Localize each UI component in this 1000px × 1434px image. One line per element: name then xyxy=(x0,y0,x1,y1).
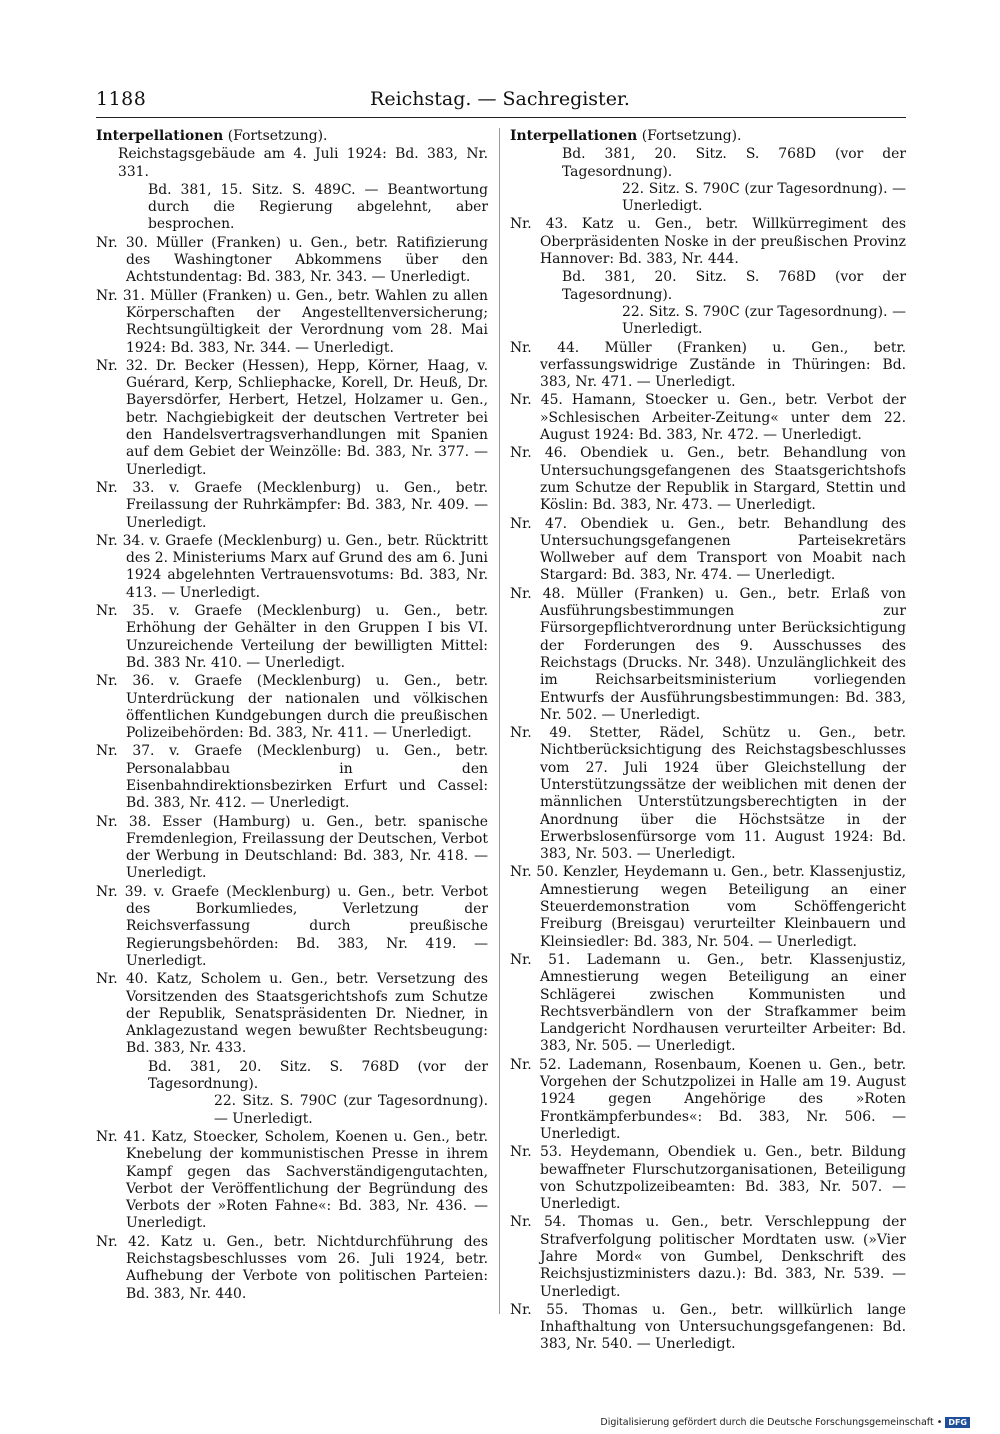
list-item: Nr. 52. Lademann, Rosenbaum, Koenen u. Gen., betr. Vorgehen der Schutzpolizei in Halle am 19. August 1924 gegen Angehörige des »Roten Frontkämpferbundes«: Bd. 383, Nr. 506. — Unerledigt. xyxy=(510,1056,906,1142)
list-item: Nr. 38. Esser (Hamburg) u. Gen., betr. spanische Fremdenlegion, Freilassung der Deutschen, Verbot der Werbung in Deutschland: Bd. 383, Nr. 418. — Unerledigt. xyxy=(96,813,488,882)
section-heading-title: Interpellationen xyxy=(510,128,638,144)
section-heading xyxy=(510,128,906,145)
list-item: Nr. 45. Hamann, Stoecker u. Gen., betr. Verbot der »Schlesischen Arbeiter-Zeitung« unter dem 22. August 1924: Bd. 383, Nr. 472. — Unerledigt. xyxy=(510,392,906,444)
list-item: Nr. 47. Obendiek u. Gen., betr. Behandlung des Untersuchungsgefangenen Parteisekretärs Wollweber auf dem Transport von Moabit nach Stargard: Bd. 383, Nr. 474. — Unerledigt. xyxy=(510,515,906,584)
list-item: Nr. 37. v. Graefe (Mecklenburg) u. Gen., betr. Personalabbau in den Eisenbahndirektionsbezirken Erfurt und Cassel: Bd. 383, Nr. 412. — Unerledigt. xyxy=(96,743,488,812)
list-item: Nr. 39. v. Graefe (Mecklenburg) u. Gen., betr. Verbot des Borkumliedes, Verletzung der Reichsverfassung durch preußische Regierungsbehörden: Bd. 383, Nr. 419. — Unerledigt. xyxy=(96,883,488,969)
list-item: Nr. 50. Kenzler, Heydemann u. Gen., betr. Klassenjustiz, Amnestierung wegen Beteiligung an einer Steuerdemonstration vom Schöffengericht Freiburg (Breisgau) verurteilter Kleinbauern und Kleinsiedler: Bd. 383, Nr. 504. — Unerledigt. xyxy=(510,864,906,950)
session-reference: 22. Sitz. S. 790C (zur Tagesordnung). — Unerledigt. xyxy=(622,180,906,215)
section-heading-suffix: (Fortsetzung). xyxy=(637,128,742,144)
session-reference: Bd. 381, 20. Sitz. S. 768D (vor der Tagesordnung). xyxy=(148,1058,488,1093)
section-heading xyxy=(96,128,488,145)
footer-text: Digitalisierung gefördert durch die Deutsche Forschungsgemeinschaft xyxy=(600,1417,934,1428)
list-item: Nr. 42. Katz u. Gen., betr. Nichtdurchführung des Reichstagsbeschlusses vom 26. Juli 1924, betr. Aufhebung der Verbote von politischen Parteien: Bd. 383, Nr. 440. xyxy=(96,1233,488,1302)
running-title: Reichstag. — Sachregister. xyxy=(370,88,630,110)
session-reference: 22. Sitz. S. 790C (zur Tagesordnung). — Unerledigt. xyxy=(622,303,906,338)
list-item: Nr. 30. Müller (Franken) u. Gen., betr. Ratifizierung des Washingtoner Abkommens über den Achtstundentag: Bd. 383, Nr. 343. — Unerledigt. xyxy=(96,234,488,286)
list-item: Nr. 41. Katz, Stoecker, Scholem, Koenen u. Gen., betr. Knebelung der kommunistischen Presse in ihrem Kampf gegen das Sachverständigengutachten, Verbot der Veröffentlichung der Begründung des Verbots der »Roten Fahne«: Bd. 383, Nr. 436. — Unerledigt. xyxy=(96,1128,488,1232)
list-item: Nr. 51. Lademann u. Gen., betr. Klassenjustiz, Amnestierung wegen Beteiligung an einer Schlägerei zwischen Kommunisten und Rechtsverbändlern von der Strafkammer beim Landgericht Nordhausen verurteilter Arbeiter: Bd. 383, Nr. 505. — Unerledigt. xyxy=(510,951,906,1055)
continued-entry: Reichstagsgebäude am 4. Juli 1924: Bd. 383, Nr. 331. xyxy=(118,146,488,180)
list-item: Nr. 54. Thomas u. Gen., betr. Verschleppung der Strafverfolgung politischer Mordtaten usw. (»Vier Jahre Mord« von Gumbel, Denkschrift des Reichsjustizministers dazu.): Bd. 383, Nr. 539. — Unerledigt. xyxy=(510,1214,906,1300)
section-heading-suffix: (Fortsetzung). xyxy=(223,128,328,144)
list-item: Nr. 33. v. Graefe (Mecklenburg) u. Gen., betr. Freilassung der Ruhrkämpfer: Bd. 383, Nr. 409. — Unerledigt. xyxy=(96,479,488,531)
session-reference: Bd. 381, 20. Sitz. S. 768D (vor der Tagesordnung). xyxy=(562,146,906,180)
page-number: 1188 xyxy=(96,88,147,110)
list-item: Nr. 49. Stetter, Rädel, Schütz u. Gen., betr. Nichtberücksichtigung des Reichstagsbeschlusses vom 27. Juli 1924 über Gleichstellung der Unterstützungssätze der weiblichen mit denen der männlichen Unterstützungsberechtigten in der Anordnung über die Höchstsätze in der Erwerbslosenfürsorge vom 11. August 1924: Bd. 383, Nr. 503. — Unerledigt. xyxy=(510,725,906,863)
entry-list xyxy=(510,340,906,1354)
list-item: Nr. 32. Dr. Becker (Hessen), Hepp, Körner, Haag, v. Guérard, Kerp, Schliephacke, Korell, Dr. Heuß, Dr. Bayersdörfer, Herbert, Hetzel, Holzamer u. Gen., betr. Nachgiebigkeit der deutschen Vertreter bei den Handelsvertragsverhandlungen mit Spanien auf dem Gebiet der Weinzölle: Bd. 383, Nr. 377. — Unerledigt. xyxy=(96,357,488,478)
list-item: Nr. 34. v. Graefe (Mecklenburg) u. Gen., betr. Rücktritt des 2. Ministeriums Marx auf Grund des am 6. Juni 1924 abgelehnten Vertrauensvotums: Bd. 383, Nr. 413. — Unerledigt. xyxy=(96,532,488,601)
section-heading-title: Interpellationen xyxy=(96,128,224,144)
funding-footer xyxy=(600,1417,970,1428)
list-item: Nr. 53. Heydemann, Obendiek u. Gen., betr. Bildung bewaffneter Flurschutzorganisationen, Beteiligung von Schutzpolizeibeamten: Bd. 383, Nr. 507. — Unerledigt. xyxy=(510,1144,906,1213)
right-column xyxy=(510,128,906,1355)
left-column xyxy=(96,128,488,1304)
list-item: Nr. 35. v. Graefe (Mecklenburg) u. Gen., betr. Erhöhung der Gehälter in den Gruppen I bis VI. Unzureichende Verteilung der bewilligten Mittel: Bd. 383 Nr. 410. — Unerledigt. xyxy=(96,603,488,671)
list-item: Nr. 31. Müller (Franken) u. Gen., betr. Wahlen zu allen Körperschaften der Angestelltenversicherung; Rechtsungültigkeit der Verordnung vom 28. Mai 1924: Bd. 383, Nr. 344. — Unerledigt. xyxy=(96,287,488,356)
list-item: Nr. 40. Katz, Scholem u. Gen., betr. Versetzung des Vorsitzenden des Staatsgerichtshofs zum Schutze der Republik, Senatspräsidenten Dr. Niedner, in Anklagezustand wegen bewußter Rechtsbeugung: Bd. 383, Nr. 433. xyxy=(96,971,488,1057)
list-item: Nr. 55. Thomas u. Gen., betr. willkürlich lange Inhafthaltung von Untersuchungsgefangenen: Bd. 383, Nr. 540. — Unerledigt. xyxy=(510,1301,906,1353)
list-item: Nr. 36. v. Graefe (Mecklenburg) u. Gen., betr. Unterdrückung der nationalen und völkischen öffentlichen Kundgebungen durch die preußischen Polizeibehörden: Bd. 383, Nr. 411. — Unerledigt. xyxy=(96,673,488,742)
list-item: Nr. 46. Obendiek u. Gen., betr. Behandlung von Untersuchungsgefangenen des Staatsgerichtshofs zum Schutze der Republik in Stargard, Stettin und Köslin: Bd. 383, Nr. 473. — Unerledigt. xyxy=(510,445,906,514)
session-reference: 22. Sitz. S. 790C (zur Tagesordnung). — Unerledigt. xyxy=(214,1093,488,1127)
column-divider xyxy=(499,128,500,1314)
list-item: Nr. 44. Müller (Franken) u. Gen., betr. verfassungswidrige Zustände in Thüringen: Bd. 383, Nr. 471. — Unerledigt. xyxy=(510,339,906,391)
entry-list xyxy=(96,235,488,1303)
session-reference: Bd. 381, 15. Sitz. S. 489C. — Beantwortung durch die Regierung abgelehnt, aber besprochen. xyxy=(148,181,488,233)
dfg-logo-icon: DFG xyxy=(945,1417,970,1428)
list-item: Nr. 48. Müller (Franken) u. Gen., betr. Erlaß von Ausführungsbestimmungen zur Fürsorgepflichtverordnung unter Berücksichtigung der Forderungen des 9. Ausschusses des Reichstags (Drucks. Nr. 348). Unzulänglichkeit des im Reichsarbeitsministerium vorliegenden Entwurfs der Ausführungsbestimmungen: Bd. 383, Nr. 502. — Unerledigt. xyxy=(510,585,906,723)
list-item: Nr. 43. Katz u. Gen., betr. Willkürregiment des Oberpräsidenten Noske in der preußischen Provinz Hannover: Bd. 383, Nr. 444. xyxy=(510,216,906,268)
session-reference: Bd. 381, 20. Sitz. S. 768D (vor der Tagesordnung). xyxy=(562,269,906,303)
footer-separator: • xyxy=(936,1417,943,1428)
header-rule xyxy=(96,117,906,118)
